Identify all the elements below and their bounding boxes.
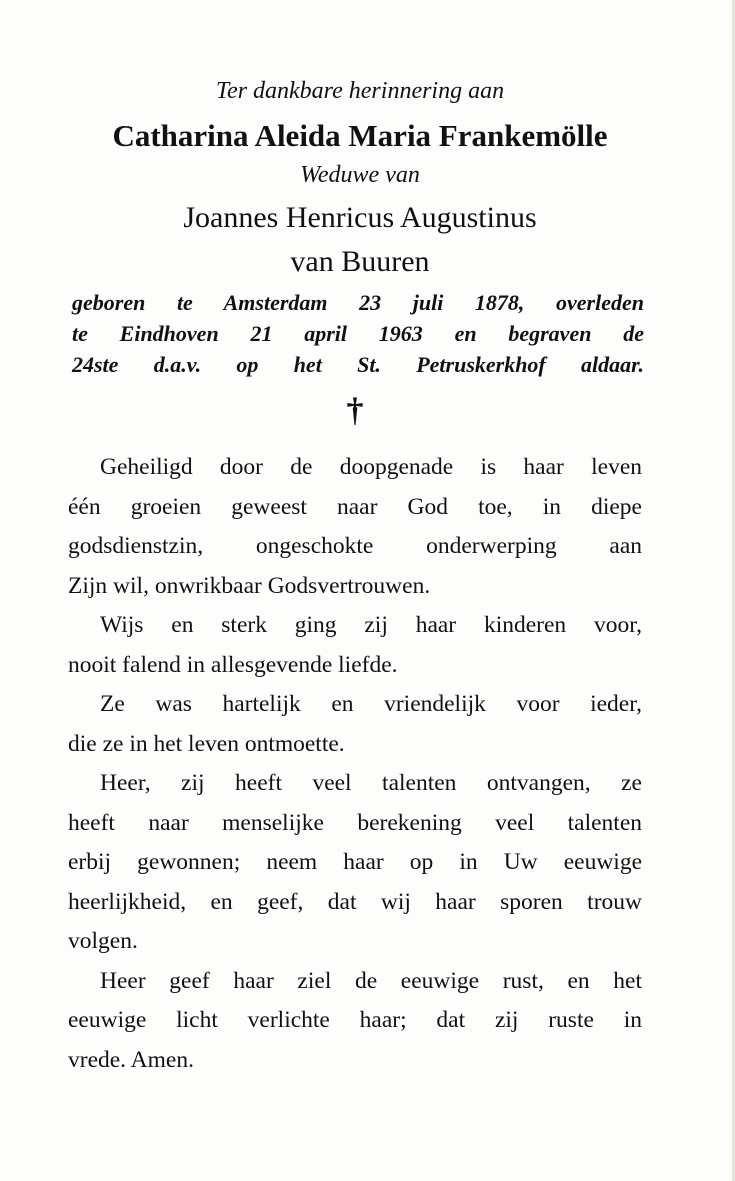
prayer-line: heerlijkheid, en geef, dat wij haar sporen trouw — [68, 888, 642, 915]
dates-line-3: 24ste d.a.v. op het St. Petruskerkhof aldaar. — [72, 352, 644, 377]
prayer-line: volgen. — [68, 928, 138, 954]
intro-line: Ter dankbare herinnering aan — [215, 78, 505, 104]
prayer-line: nooit falend in allesgevende liefde. — [68, 651, 398, 678]
prayer-text — [68, 448, 642, 1080]
prayer-line: godsdienstzin, ongeschokte onderwerping aan — [68, 533, 642, 559]
deceased-name: Catharina Aleida Maria Frankemölle — [112, 118, 608, 153]
prayer-line: Ze was hartelijk en vriendelijk voor ieder, — [100, 691, 642, 717]
husband-name — [0, 196, 720, 284]
prayer-line: vrede. Amen. — [68, 1046, 194, 1073]
prayer-line: eeuwige licht verlichte haar; dat zij ruste in — [68, 1007, 642, 1033]
prayer-line: Heer geef haar ziel de eeuwige rust, en het — [100, 967, 642, 994]
prayer-paragraph-1 — [68, 448, 642, 606]
dates-line-1: geboren te Amsterdam 23 juli 1878, overleden — [72, 290, 644, 315]
birth-death-details — [72, 287, 644, 380]
prayer-line: één groeien geweest naar God toe, in diepe — [68, 493, 642, 520]
cross-icon: † — [346, 392, 364, 429]
prayer-line: die ze in het leven ontmoette. — [68, 730, 345, 757]
husband-name-line-1: Joannes Henricus Augustinus — [183, 201, 537, 234]
prayer-line: Zijn wil, onwrikbaar Godsvertrouwen. — [68, 572, 431, 599]
husband-name-line-2: van Buuren — [290, 245, 430, 278]
prayer-line: heeft naar menselijke berekening veel talenten — [68, 809, 642, 836]
prayer-line: erbij gewonnen; neem haar op in Uw eeuwige — [68, 849, 642, 875]
prayer-paragraph-3 — [68, 685, 642, 764]
prayer-paragraph-5 — [68, 962, 642, 1081]
prayer-line: Heer, zij heeft veel talenten ontvangen, ze — [100, 770, 642, 796]
widow-of-line: Weduwe van — [300, 162, 420, 188]
dates-line-2: te Eindhoven 21 april 1963 en begraven de — [72, 321, 644, 346]
prayer-paragraph-2 — [68, 606, 642, 685]
prayer-line: Wijs en sterk ging zij haar kinderen voor, — [100, 612, 642, 638]
prayer-paragraph-4 — [68, 764, 642, 962]
prayer-line: Geheiligd door de doopgenade is haar leven — [100, 454, 642, 480]
